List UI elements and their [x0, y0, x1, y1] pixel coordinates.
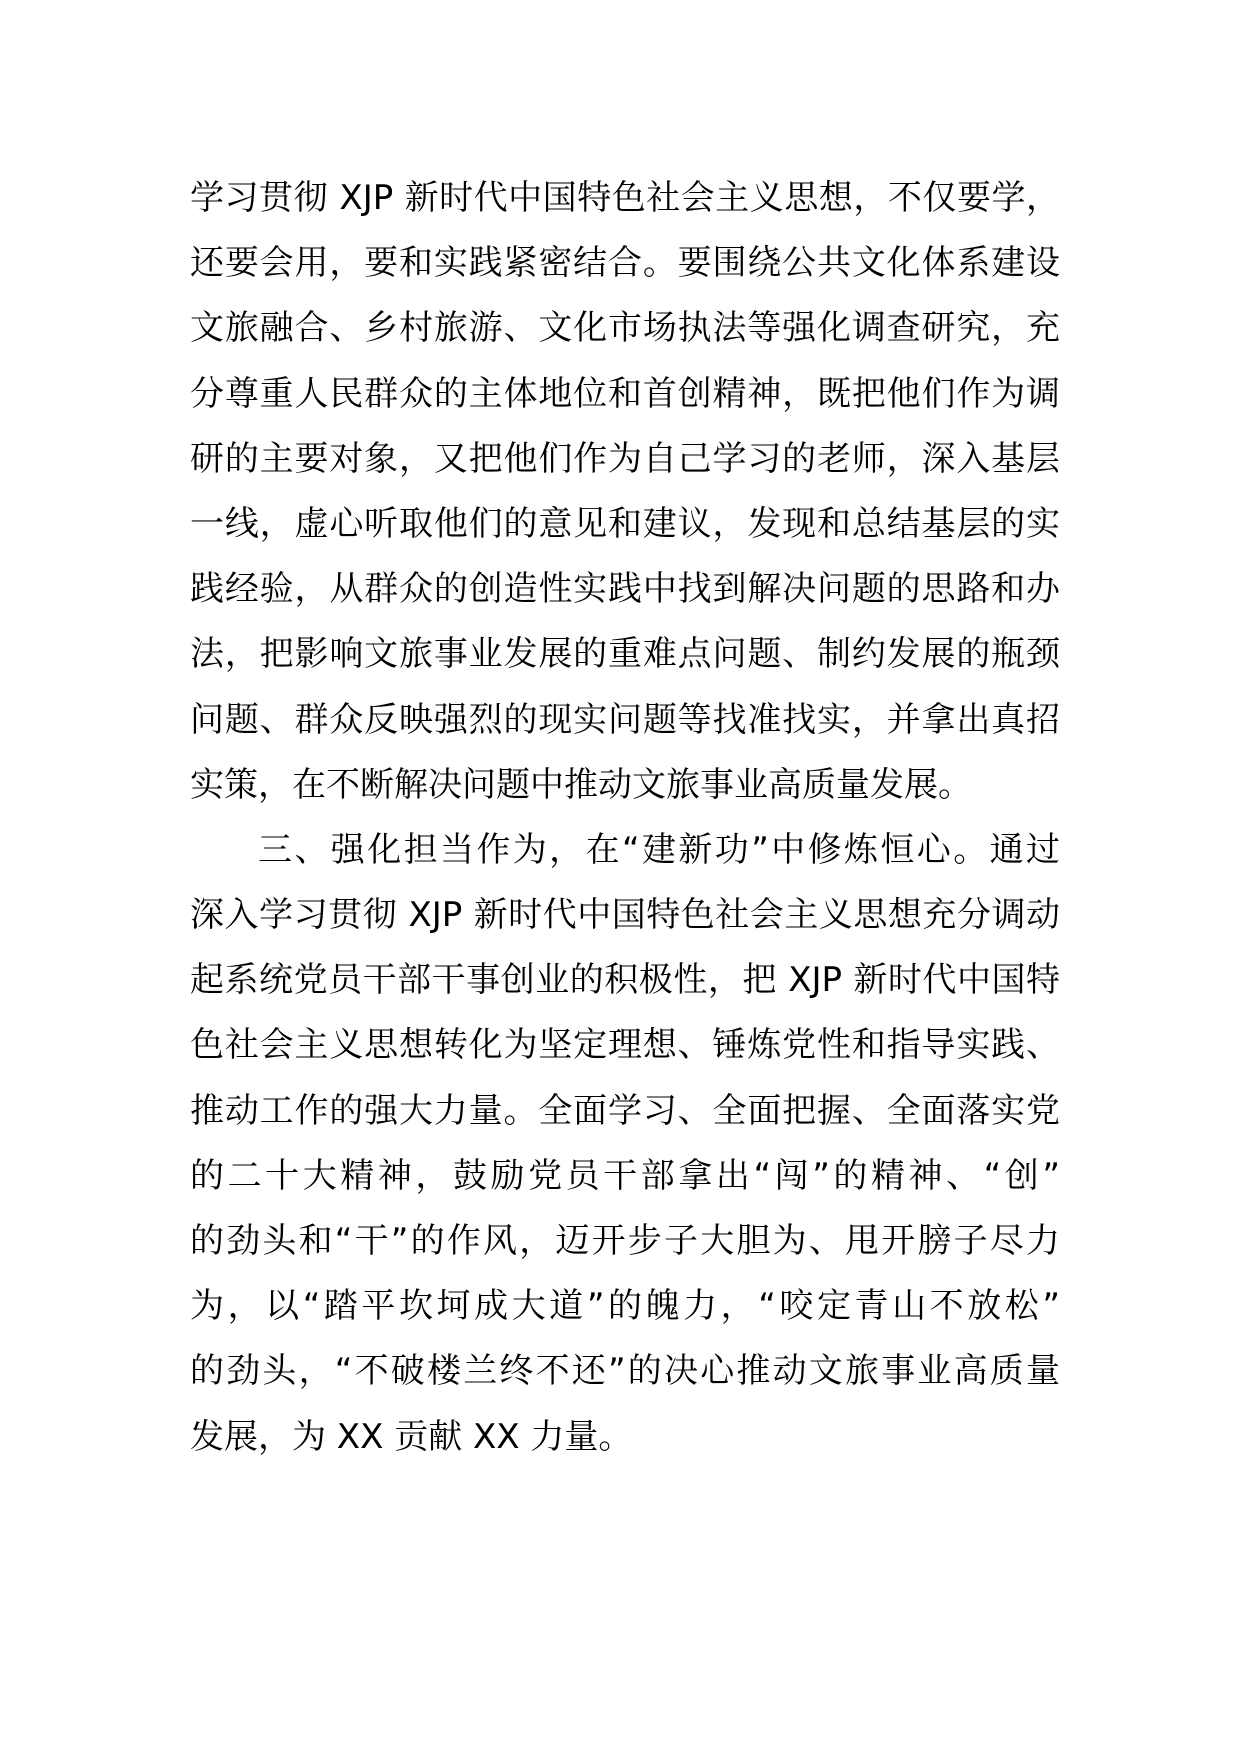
text-line: 色社会主义思想转化为坚定理想、锤炼党性和指导实践、 [190, 1025, 1060, 1066]
text-line: 的二十大精神，鼓励党员干部拿出“闯”的精神、“创” [190, 1155, 1060, 1196]
text-line: 还要会用，要和实践紧密结合。要围绕公共文化体系建设 [190, 243, 1060, 284]
text-line: 推动工作的强大力量。全面学习、全面把握、全面落实党 [190, 1090, 1060, 1131]
body-text [190, 166, 1060, 1470]
text-line: 一线，虚心听取他们的意见和建议，发现和总结基层的实 [190, 503, 1060, 544]
text-line: 文旅融合、乡村旅游、文化市场执法等强化调查研究，充 [190, 308, 1060, 349]
paragraph-section-three [190, 818, 1060, 1470]
text-line: 的劲头和“干”的作风，迈开步子大胆为、甩开膀子尽力 [190, 1221, 1060, 1261]
text-line: 学习贯彻 XJP 新时代中国特色社会主义思想，不仅要学， [190, 178, 1060, 218]
text-line: 的劲头，“不破楼兰终不还”的决心推动文旅事业高质量 [190, 1351, 1060, 1392]
text-line: 问题、群众反映强烈的现实问题等找准找实，并拿出真招 [190, 699, 1060, 740]
text-line: 践经验，从群众的创造性实践中找到解决问题的思路和办 [190, 569, 1060, 610]
section-heading-line: 三、强化担当作为，在“建新功”中修炼恒心。通过 [258, 829, 1060, 870]
paragraph-study-and-practice [190, 166, 1060, 818]
text-line: 实策，在不断解决问题中推动文旅事业高质量发展。 [190, 764, 972, 805]
text-line: 发展，为 XX 贡献 XX 力量。 [190, 1416, 633, 1457]
text-line: 分尊重人民群众的主体地位和首创精神，既把他们作为调 [190, 373, 1060, 414]
text-line: 深入学习贯彻 XJP 新时代中国特色社会主义思想充分调动 [190, 895, 1060, 936]
text-line: 为，以“踏平坎坷成大道”的魄力，“咬定青山不放松” [190, 1286, 1060, 1327]
text-line: 研的主要对象，又把他们作为自己学习的老师，深入基层 [190, 438, 1060, 479]
text-line: 起系统党员干部干事创业的积极性，把 XJP 新时代中国特 [190, 960, 1060, 1001]
text-line: 法，把影响文旅事业发展的重难点问题、制约发展的瓶颈 [190, 634, 1060, 675]
